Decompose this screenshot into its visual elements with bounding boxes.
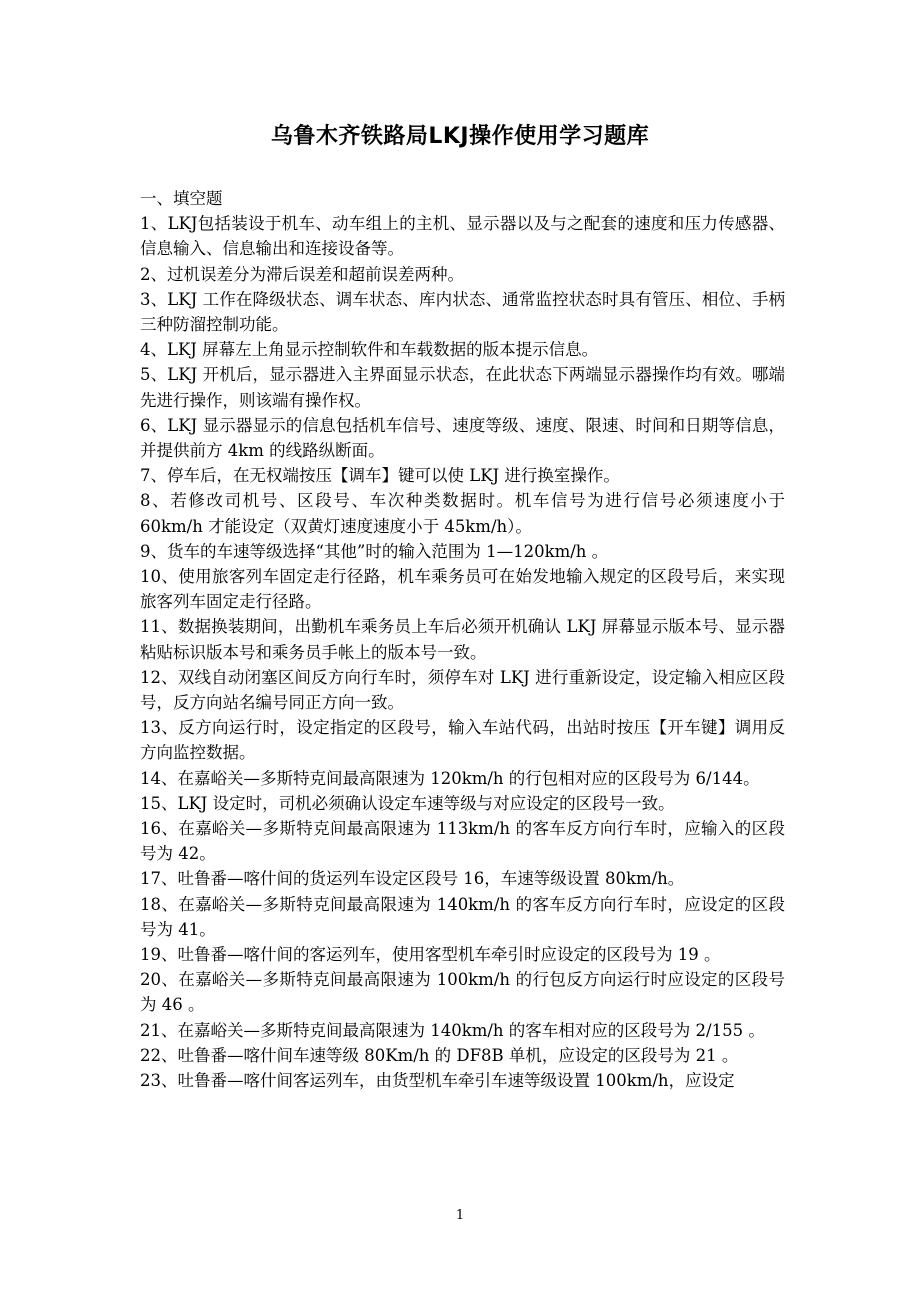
document-title: 乌鲁木齐铁路局LKJ操作使用学习题库 bbox=[270, 124, 650, 149]
question-item-16: 16、在嘉峪关—多斯特克间最高限速为 113km/h 的客车反方向行车时，应输入的区段号为 42。 bbox=[140, 819, 785, 864]
question-item-12: 12、双线自动闭塞区间反方向行车时，须停车对 LKJ 进行重新设定，设定输入相应区段号，反方向站名编号同正方向一致。 bbox=[140, 667, 785, 713]
question-item-3: 3、LKJ 工作在降级状态、调车状态、库内状态、通常监控状态时具有管压、相位、手柄三种防溜控制功能。 bbox=[140, 289, 785, 334]
question-item-13: 13、反方向运行时，设定指定的区段号，输入车站代码，出站时按压【开车键】调用反方向监控数据。 bbox=[140, 718, 785, 763]
question-item-10: 10、使用旅客列车固定走行径路，机车乘务员可在始发地输入规定的区段号后，来实现旅客列车固定走行径路。 bbox=[140, 567, 785, 612]
question-item-8: 8、若修改司机号、区段号、车次种类数据时。机车信号为进行信号必须速度小于 60km/h 才能设定（双黄灯速度速度小于 45km/h）。 bbox=[140, 491, 785, 536]
question-item-17: 17、吐鲁番—喀什间的货运列车设定区段号 16，车速等级设置 80km/h。 bbox=[140, 869, 685, 889]
question-item-20: 20、在嘉峪关—多斯特克间最高限速为 100km/h 的行包反方向运行时应设定的区段号为 46 。 bbox=[140, 970, 785, 1015]
question-item-15: 15、LKJ 设定时，司机必须确认设定车速等级与对应设定的区段号一致。 bbox=[140, 793, 675, 813]
question-item-21: 21、在嘉峪关—多斯特克间最高限速为 140km/h 的客车相对应的区段号为 2/155 。 bbox=[140, 1020, 765, 1040]
question-item-1: 1、LKJ包括装设于机车、动车组上的主机、显示器以及与之配套的速度和压力传感器、信息输入、信息输出和连接设备等。 bbox=[140, 214, 785, 259]
question-item-2: 2、过机误差分为滞后误差和超前误差两种。 bbox=[140, 264, 464, 284]
question-item-5: 5、LKJ 开机后，显示器进入主界面显示状态，在此状态下两端显示器操作均有效。哪端先进行操作，则该端有操作权。 bbox=[140, 365, 785, 410]
question-item-23: 23、吐鲁番—喀什间客运列车，由货型机车牵引车速等级设置 100km/h，应设定 bbox=[140, 1071, 735, 1091]
question-item-7: 7、停车后，在无权端按压【调车】键可以使 LKJ 进行换室操作。 bbox=[140, 466, 620, 486]
question-item-4: 4、LKJ 屏幕左上角显示控制软件和车载数据的版本提示信息。 bbox=[140, 340, 599, 360]
question-item-9: 9、货车的车速等级选择“其他”时的输入范围为 1—120km/h 。 bbox=[140, 541, 609, 561]
document-body bbox=[140, 186, 785, 1093]
question-item-19: 19、吐鲁番—喀什间的客运列车，使用客型机车牵引时应设定的区段号为 19 。 bbox=[140, 945, 721, 965]
question-item-6: 6、LKJ 显示器显示的信息包括机车信号、速度等级、速度、限速、时间和日期等信息，并提供前方 4km 的线路纵断面。 bbox=[140, 415, 785, 461]
question-item-14: 14、在嘉峪关—多斯特克间最高限速为 120km/h 的行包相对应的区段号为 6/144。 bbox=[140, 768, 760, 788]
question-item-18: 18、在嘉峪关—多斯特克间最高限速为 140km/h 的客车反方向行车时，应设定的区段号为 41。 bbox=[140, 894, 785, 939]
question-item-11: 11、数据换装期间，出勤机车乘务员上车后必须开机确认 LKJ 屏幕显示版本号、显示器粘贴标识版本号和乘务员手帐上的版本号一致。 bbox=[140, 617, 785, 662]
section-heading: 一、填空题 bbox=[140, 189, 223, 208]
question-item-22: 22、吐鲁番—喀什间车速等级 80Km/h 的 DF8B 单机，应设定的区段号为 21 。 bbox=[140, 1045, 739, 1065]
page-number: 1 bbox=[455, 1208, 465, 1223]
